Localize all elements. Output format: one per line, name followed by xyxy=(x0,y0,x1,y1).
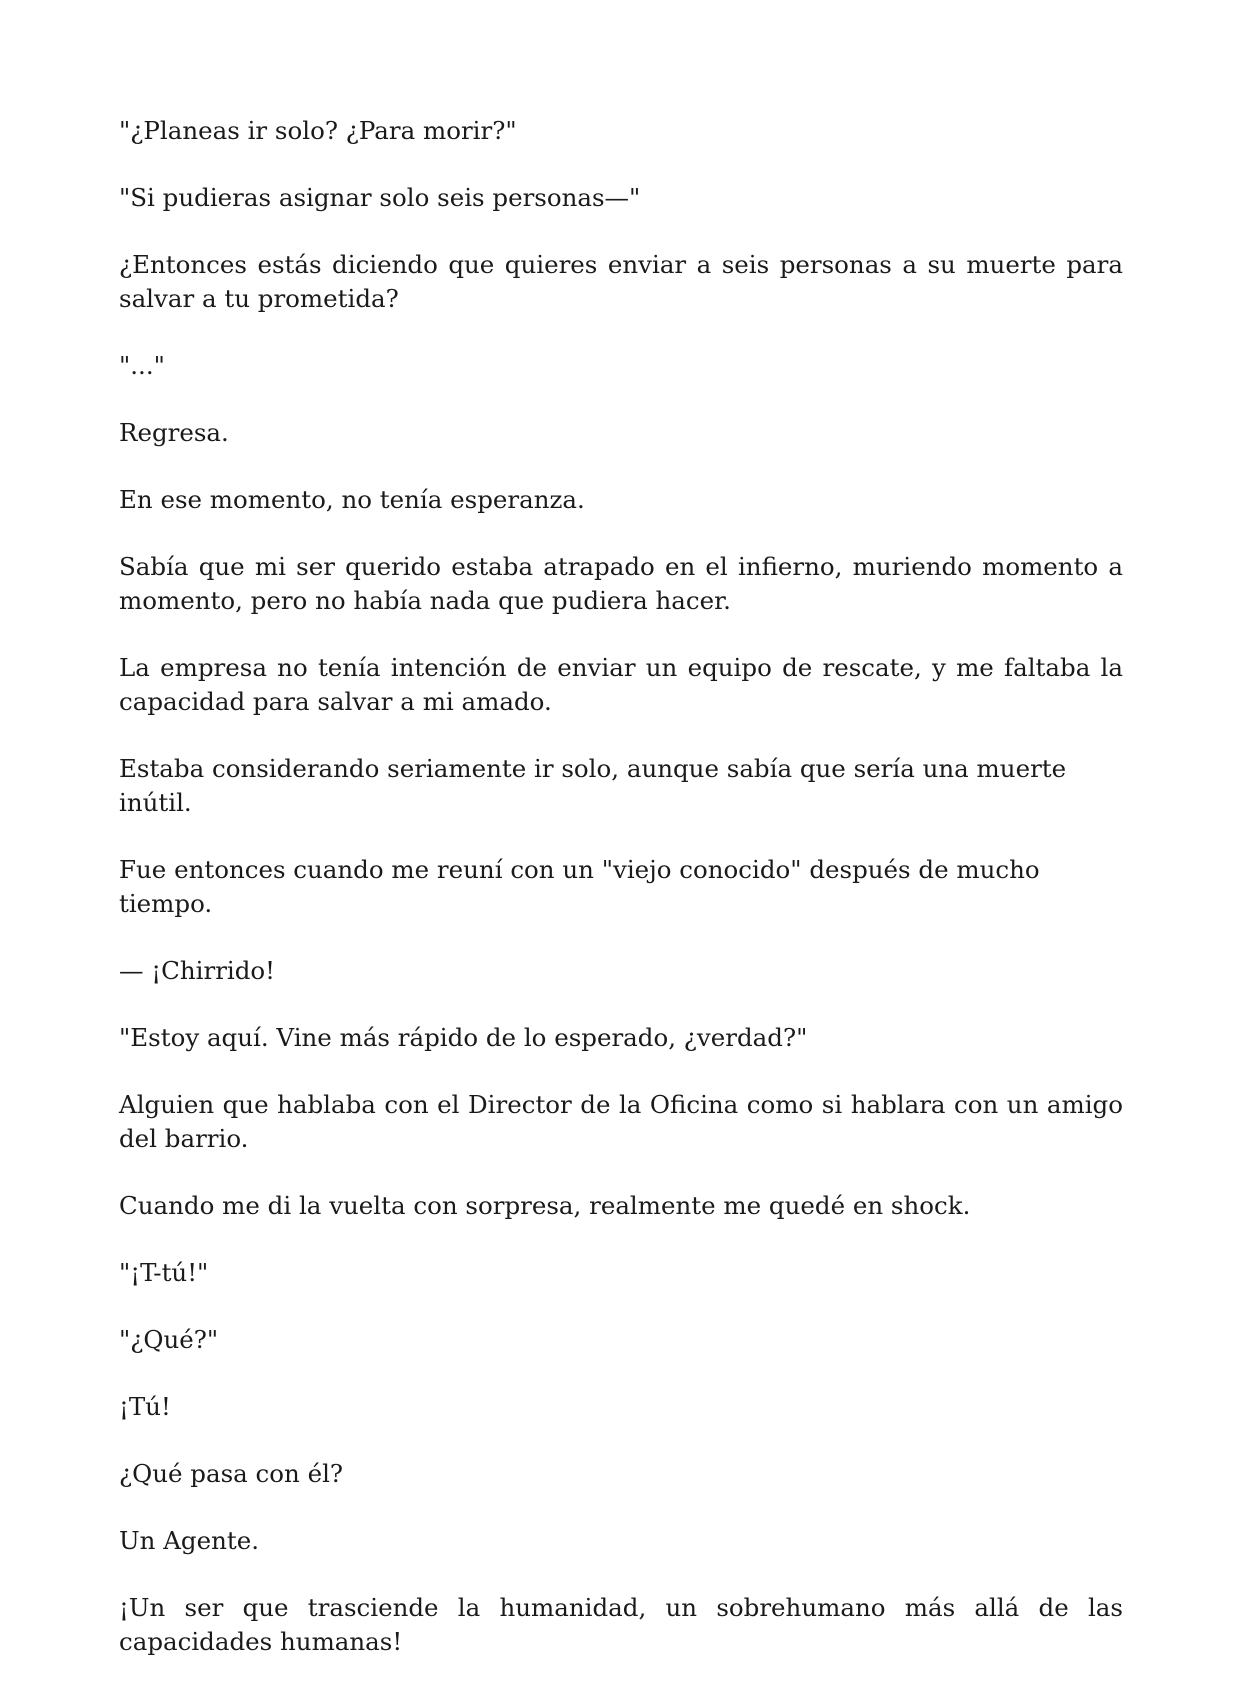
paragraph-8: La empresa no tenía intención de enviar un equipo de rescate, y me faltaba la capacidad para salvar a mi amado. xyxy=(119,653,1123,716)
paragraph-10: Fue entonces cuando me reuní con un "viejo conocido" después de mucho tiempo. xyxy=(119,855,1040,918)
paragraph-2: "Si pudieras asignar solo seis personas—" xyxy=(119,183,641,212)
paragraph-20: ¡Un ser que trasciende la humanidad, un sobrehumano más allá de las capacidades humanas! xyxy=(119,1593,1123,1656)
paragraph-3: ¿Entonces estás diciendo que quieres enviar a seis personas a su muerte para salvar a tu prometida? xyxy=(119,250,1123,313)
paragraph-13: Alguien que hablaba con el Director de la Oficina como si hablara con un amigo del barrio. xyxy=(119,1090,1123,1153)
body-text xyxy=(119,114,1123,1692)
paragraph-16: "¿Qué?" xyxy=(119,1325,219,1354)
paragraph-9: Estaba considerando seriamente ir solo, aunque sabía que sería una muerte inútil. xyxy=(119,754,1067,817)
paragraph-1: "¿Planeas ir solo? ¿Para morir?" xyxy=(119,116,517,145)
paragraph-5: Regresa. xyxy=(119,418,229,447)
paragraph-12: "Estoy aquí. Vine más rápido de lo esperado, ¿verdad?" xyxy=(119,1023,808,1052)
paragraph-17: ¡Tú! xyxy=(119,1392,171,1421)
paragraph-4: "..." xyxy=(119,351,165,380)
paragraph-11: — ¡Chirrido! xyxy=(119,956,276,985)
paragraph-7: Sabía que mi ser querido estaba atrapado en el infierno, muriendo momento a momento, pero no había nada que pudiera hacer. xyxy=(119,552,1123,615)
paragraph-15: "¡T-tú!" xyxy=(119,1258,209,1287)
paragraph-14: Cuando me di la vuelta con sorpresa, realmente me quedé en shock. xyxy=(119,1191,971,1220)
paragraph-19: Un Agente. xyxy=(119,1526,260,1555)
paragraph-6: En ese momento, no tenía esperanza. xyxy=(119,485,585,514)
paragraph-18: ¿Qué pasa con él? xyxy=(119,1459,344,1488)
